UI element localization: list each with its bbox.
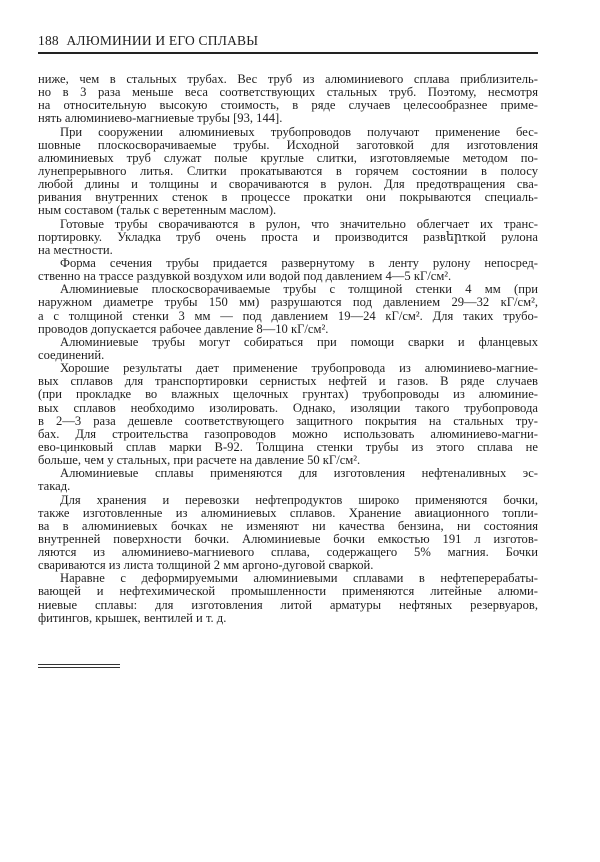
paragraph xyxy=(38,126,538,218)
text-line: ево-цинковый сплав марки В-92. Толщина стенки трубы из этого сплава не xyxy=(38,440,538,454)
text-line: также изготовленные из алюминиевых сплавов. Хранение авиационного топли- xyxy=(38,506,538,520)
text-line: наружном диаметре трубы 150 мм) разрушаются под давлением 29—32 кГ/см², xyxy=(38,296,538,310)
text-line: больше, чем у стальных, при расчете на давление 50 кГ/см². xyxy=(38,454,361,468)
text-line: ривания внутренних стенок в процессе прокатки они покрываются специаль- xyxy=(38,191,538,205)
text-line: Для хранения и перевозки нефтепродуктов широко применяются бочки, xyxy=(60,493,538,507)
paragraph xyxy=(38,467,538,493)
text-line: вающей и нефтехимической промышленности применяются литейные алюми- xyxy=(38,585,538,599)
paragraph xyxy=(38,362,538,467)
text-line: ниевые сплавы: для изготовления литой арматуры нефтяных резервуаров, xyxy=(38,598,538,612)
paragraph xyxy=(38,336,538,362)
text-line: Форма сечения трубы придается развернутому в ленту рулону непосред- xyxy=(60,256,538,270)
text-line: Алюминиевые трубы могут собираться при помощи сварки и фланцевых xyxy=(60,335,538,349)
text-line: портировку. Укладка труб очень проста и производится развերткой рулона xyxy=(38,230,538,244)
text-line: шовные плоскосворачиваемые трубы. Исходной заготовкой для изготовления xyxy=(38,138,538,152)
footnote-rule xyxy=(38,664,120,668)
text-line: проводов допускается рабочее давление 8—10 кГ/см². xyxy=(38,322,329,336)
text-line: ляются из алюминиево-магниевого сплава, содержащего 5% магния. Бочки xyxy=(38,546,538,560)
text-line: в 2—3 раза дешевле соответствующего защитного покрытия на стальных тру- xyxy=(38,414,538,428)
text-line: внутренней поверхности бочки. Алюминиевые бочки емкостью 191 л изготов- xyxy=(38,532,538,546)
running-title: АЛЮМИНИИ И ЕГО СПЛАВЫ xyxy=(66,33,259,48)
paragraph xyxy=(38,73,538,126)
text-line: Готовые трубы сворачиваются в рулон, что значительно облегчает их транс- xyxy=(60,217,538,231)
text-line: но в 3 раза меньше веса соответствующих стальных труб. Поэтому, несмотря xyxy=(38,86,538,100)
text-line: на относительную высокую стоимость, в ряде случаев целесообразнее приме- xyxy=(38,99,538,113)
text-line: При сооружении алюминиевых трубопроводов получают применение бес- xyxy=(60,125,538,139)
text-line: а с толщиной стенки 3 мм — под давлением 19—24 кГ/см². Для таких трубо- xyxy=(38,309,538,323)
text-line: Алюминиевые сплавы применяются для изготовления нефтеналивных эс- xyxy=(60,467,538,481)
text-line: лунепрерывного литья. Слитки прокатываются в горячем состоянии в полосу xyxy=(38,164,538,178)
text-line: соединений. xyxy=(38,348,105,362)
text-line: ва в алюминиевых бочках не изменяют ни качества бензина, ни состояния xyxy=(38,519,538,533)
text-line: бах. Для строительства газопроводов можно использовать алюминиево-магни- xyxy=(38,427,538,441)
text-line: нять алюминиево-магниевые трубы [93, 144]. xyxy=(38,112,283,126)
text-line: свариваются из листа толщиной 2 мм аргоно-дуговой сваркой. xyxy=(38,559,374,573)
text-line: Алюминиевые плоскосворачиваемые трубы с толщиной стенки 4 мм (при xyxy=(60,283,538,297)
text-line: на местности. xyxy=(38,243,113,257)
text-line: любой длины и толщины и сворачиваются в рулон. Для предотвращения сва- xyxy=(38,178,538,192)
paragraph xyxy=(38,283,538,336)
text-line: алюминиевых труб служат полые круглые слитки, изготовляемые методом по- xyxy=(38,151,538,165)
paragraph xyxy=(38,494,538,573)
text-line: вых сплавов необходимо изолировать. Однако, изоляции такого трубопровода xyxy=(38,401,538,415)
text-line: (при прокладке во влажных щелочных грунтах) трубопроводы из алюминие- xyxy=(38,388,538,402)
paragraph xyxy=(38,257,538,283)
text-line: ниже, чем в стальных трубах. Вес труб из алюминиевого сплава приблизитель- xyxy=(38,73,538,86)
paragraph xyxy=(38,218,538,257)
text-line: ственно на трассе раздувкой воздухом или водой под давлением 4—5 кГ/см². xyxy=(38,270,452,284)
text-line: фитингов, крышек, вентилей и т. д. xyxy=(38,611,227,625)
paragraph xyxy=(38,572,538,625)
text-line: вых сплавов для транспортировки сернистых нефтей и газов. В ряде случаев xyxy=(38,375,538,389)
running-header xyxy=(38,33,538,54)
body-text xyxy=(38,73,538,625)
text-line: такад. xyxy=(38,480,71,494)
text-line: ным составом (тальк с веретенным маслом). xyxy=(38,204,277,218)
page-number: 188 xyxy=(38,33,59,48)
text-line: Наравне с деформируемыми алюминиевыми сплавами в нефтеперерабаты- xyxy=(60,572,538,586)
text-line: Хорошие результаты дает применение трубопровода из алюминиево-магние- xyxy=(60,362,538,376)
